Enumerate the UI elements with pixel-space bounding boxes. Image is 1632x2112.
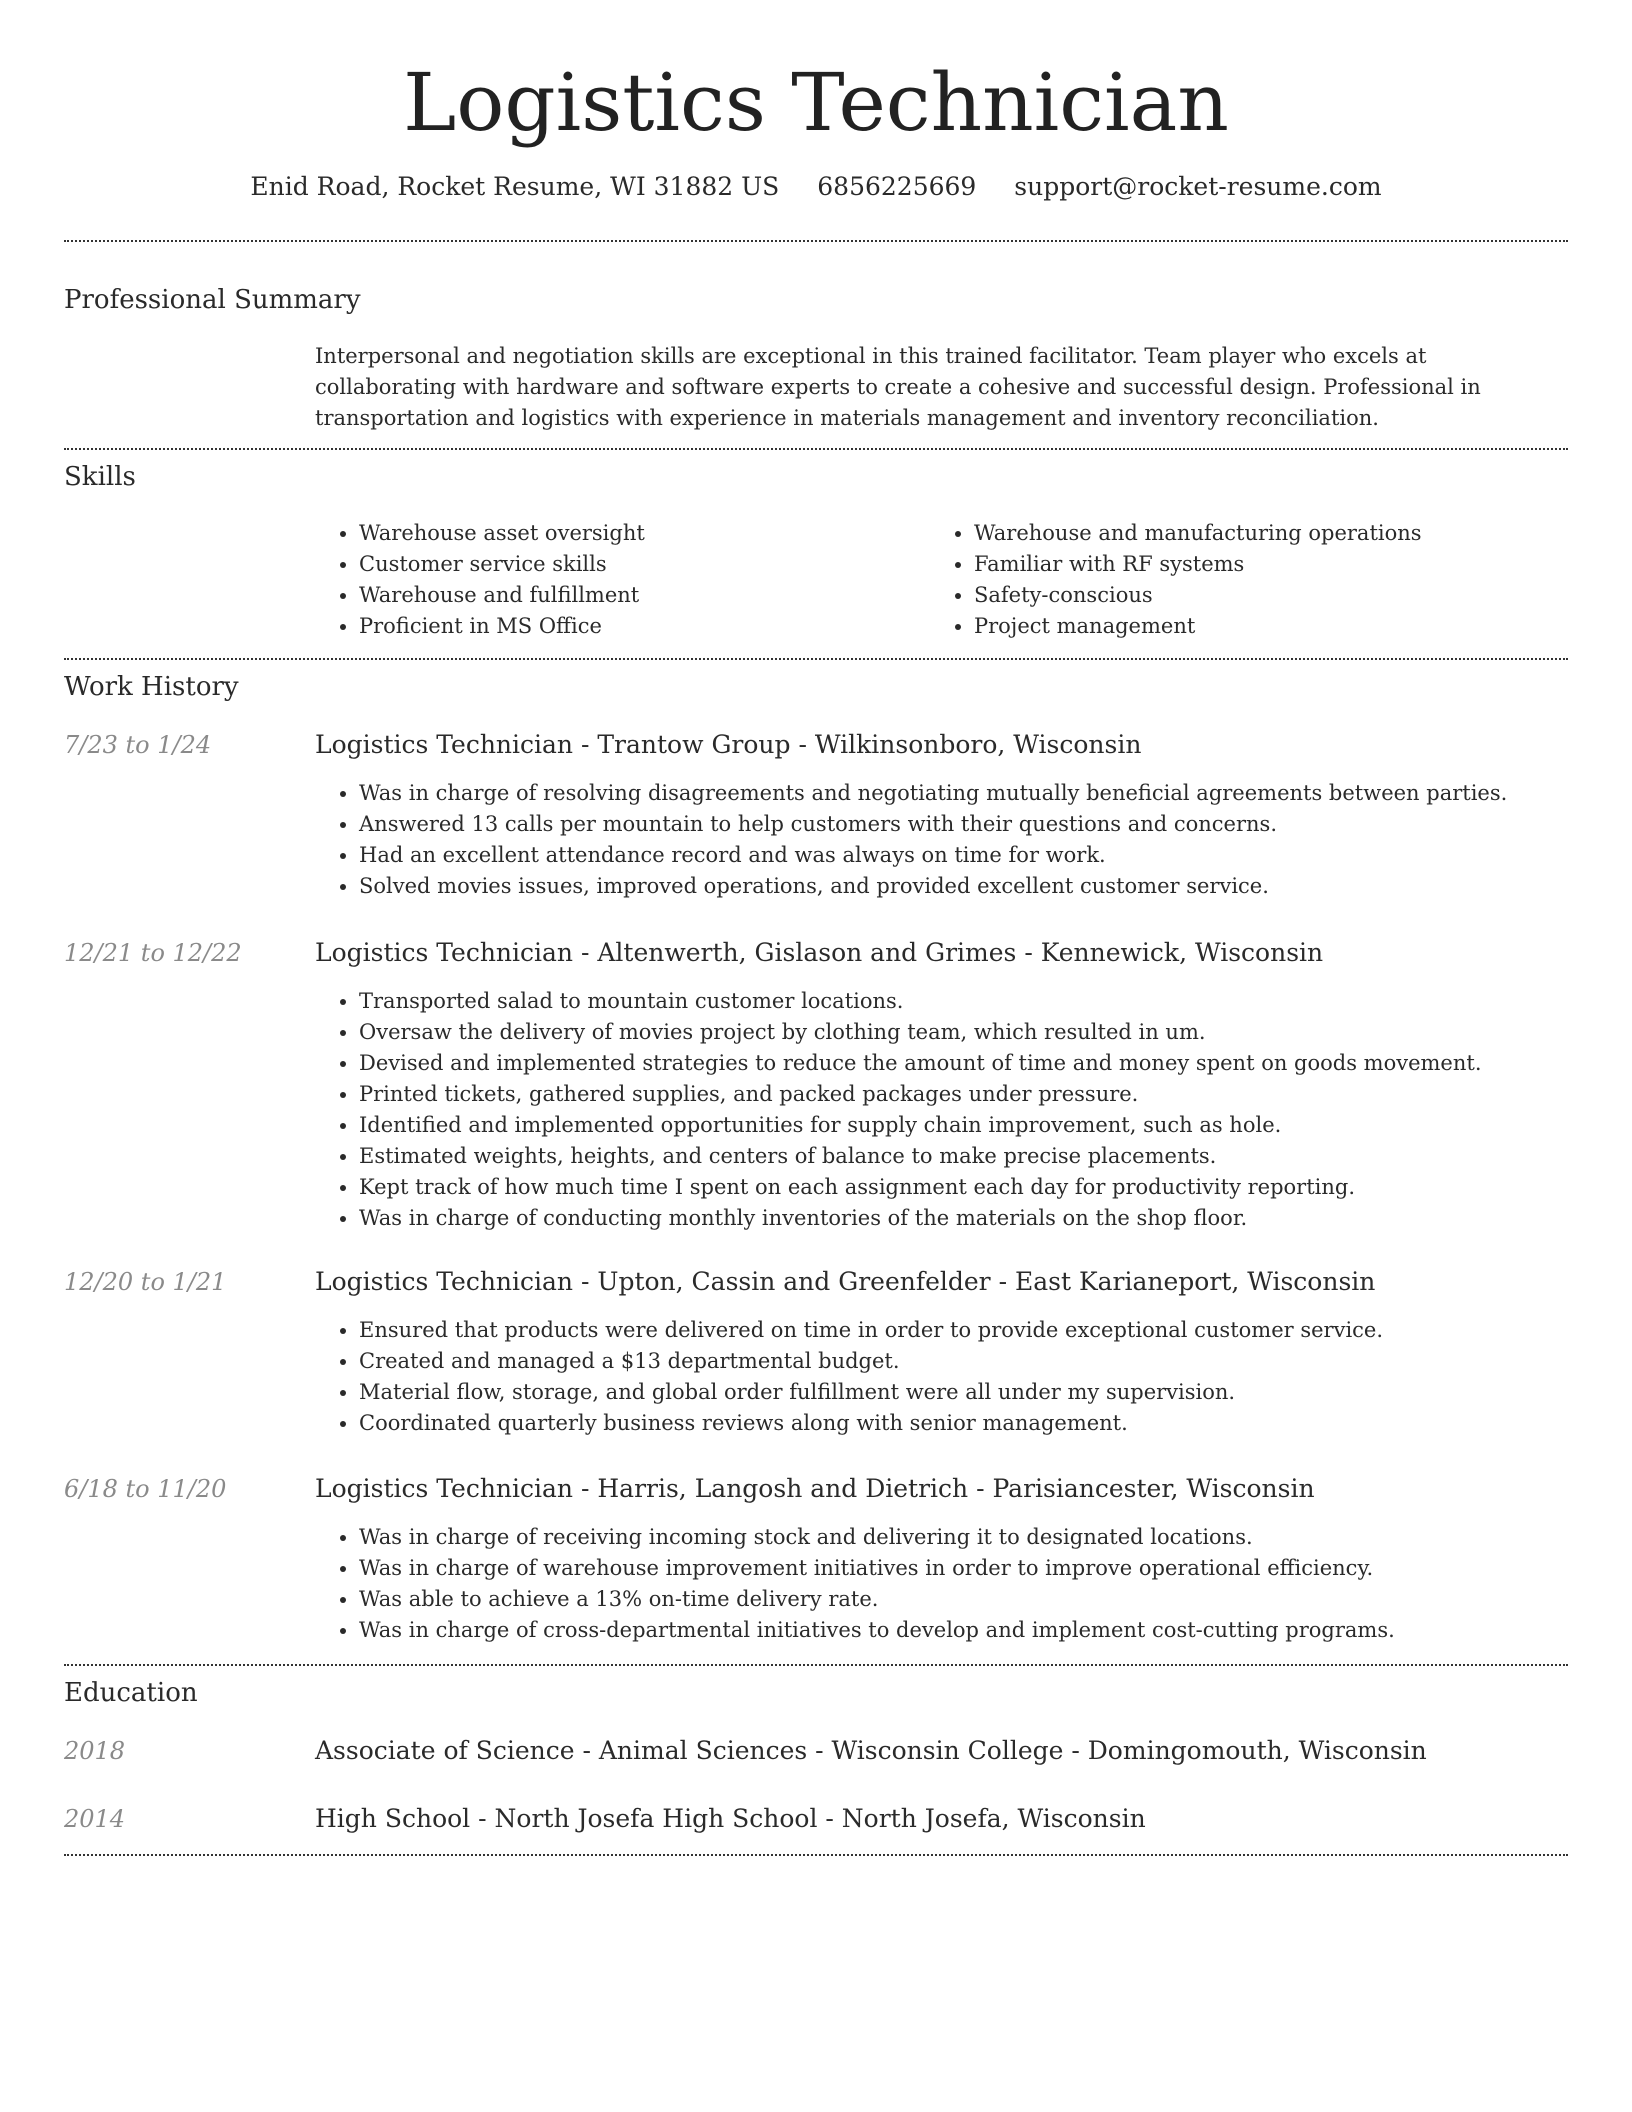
- section-title-education: Education: [64, 1678, 198, 1708]
- job-title: Logistics Technician - Upton, Cassin and Greenfelder - East Karianeport, Wisconsin: [315, 1267, 1376, 1296]
- summary-text: Interpersonal and negotiation skills are exceptional in this trained facilitator. Team player who excels at collaborating with hardware and software experts to create a cohesive and successful design. Professional in transportation and logistics with experience in materials management and inventory reconciliation.: [315, 344, 1481, 430]
- divider: [64, 1854, 1568, 1856]
- skill-item: • Proficient in MS Office: [359, 611, 915, 642]
- job-title: Logistics Technician - Trantow Group - Wilkinsonboro, Wisconsin: [315, 730, 1142, 759]
- job-dates: 12/20 to 1/21: [64, 1268, 227, 1296]
- job-title: Logistics Technician - Altenwerth, Gislason and Grimes - Kennewick, Wisconsin: [315, 938, 1324, 967]
- job-bullet: • Kept track of how much time I spent on each assignment each day for productivity reporting.: [359, 1172, 1570, 1203]
- job-bullets: [315, 1522, 1570, 1646]
- job-bullet: • Ensured that products were delivered on time in order to provide exceptional customer service.: [359, 1315, 1570, 1346]
- job-bullet: • Estimated weights, heights, and centers of balance to make precise placements.: [359, 1141, 1570, 1172]
- contact-phone: 6856225669: [817, 172, 977, 201]
- divider: [64, 658, 1568, 660]
- skills-list-left: [315, 518, 915, 642]
- job-dates: 7/23 to 1/24: [64, 731, 212, 759]
- job-bullet: • Oversaw the delivery of movies project by clothing team, which resulted in um.: [359, 1017, 1570, 1048]
- contact-address: Enid Road, Rocket Resume, WI 31882 US: [250, 172, 780, 201]
- skills-list-right: [930, 518, 1530, 642]
- job-bullet: • Was in charge of receiving incoming stock and delivering it to designated locations.: [359, 1522, 1570, 1553]
- job-bullet: • Was in charge of conducting monthly inventories of the materials on the shop floor.: [359, 1203, 1570, 1234]
- job-bullet: • Was in charge of cross-departmental initiatives to develop and implement cost-cutting programs.: [359, 1615, 1570, 1646]
- job-bullet: • Was in charge of warehouse improvement initiatives in order to improve operational efficiency.: [359, 1553, 1570, 1584]
- job-bullet: • Coordinated quarterly business reviews along with senior management.: [359, 1408, 1570, 1439]
- education-year: 2014: [64, 1805, 126, 1833]
- job-bullets: [315, 778, 1570, 902]
- job-bullet: • Material flow, storage, and global order fulfillment were all under my supervision.: [359, 1377, 1570, 1408]
- job-bullet: • Had an excellent attendance record and was always on time for work.: [359, 840, 1570, 871]
- resume-name-title: Logistics Technician: [403, 56, 1229, 149]
- divider: [64, 448, 1568, 450]
- job-bullets: [315, 1315, 1570, 1439]
- skill-item: • Customer service skills: [359, 549, 915, 580]
- job-bullet: • Answered 13 calls per mountain to help customers with their questions and concerns.: [359, 809, 1570, 840]
- job-bullet: • Printed tickets, gathered supplies, and packed packages under pressure.: [359, 1079, 1570, 1110]
- skill-item: • Warehouse asset oversight: [359, 518, 915, 549]
- skill-item: • Safety-conscious: [974, 580, 1530, 611]
- education-entry: Associate of Science - Animal Sciences - Wisconsin College - Domingomouth, Wisconsin: [315, 1736, 1427, 1765]
- job-dates: 12/21 to 12/22: [64, 939, 242, 967]
- job-dates: 6/18 to 11/20: [64, 1475, 227, 1503]
- job-bullet: • Devised and implemented strategies to reduce the amount of time and money spent on goods movement.: [359, 1048, 1570, 1079]
- job-bullet: • Transported salad to mountain customer locations.: [359, 986, 1570, 1017]
- skill-item: • Warehouse and fulfillment: [359, 580, 915, 611]
- skill-item: • Project management: [974, 611, 1530, 642]
- contact-email: support@rocket-resume.com: [1014, 172, 1382, 201]
- divider: [64, 1664, 1568, 1666]
- job-bullet: • Was in charge of resolving disagreements and negotiating mutually beneficial agreements between parties.: [359, 778, 1570, 809]
- skill-item: • Familiar with RF systems: [974, 549, 1530, 580]
- job-bullet: • Identified and implemented opportunities for supply chain improvement, such as hole.: [359, 1110, 1570, 1141]
- skill-item: • Warehouse and manufacturing operations: [974, 518, 1530, 549]
- education-entry: High School - North Josefa High School - North Josefa, Wisconsin: [315, 1804, 1146, 1833]
- education-year: 2018: [64, 1737, 126, 1765]
- job-title: Logistics Technician - Harris, Langosh and Dietrich - Parisiancester, Wisconsin: [315, 1474, 1315, 1503]
- job-bullet: • Was able to achieve a 13% on-time delivery rate.: [359, 1584, 1570, 1615]
- section-title-summary: Professional Summary: [64, 285, 361, 315]
- section-title-work: Work History: [64, 672, 239, 702]
- divider: [64, 240, 1568, 242]
- contact-line: [0, 170, 1632, 204]
- section-title-skills: Skills: [64, 462, 136, 492]
- job-bullet: • Created and managed a $13 departmental budget.: [359, 1346, 1570, 1377]
- job-bullet: • Solved movies issues, improved operations, and provided excellent customer service.: [359, 871, 1570, 902]
- job-bullets: [315, 986, 1570, 1234]
